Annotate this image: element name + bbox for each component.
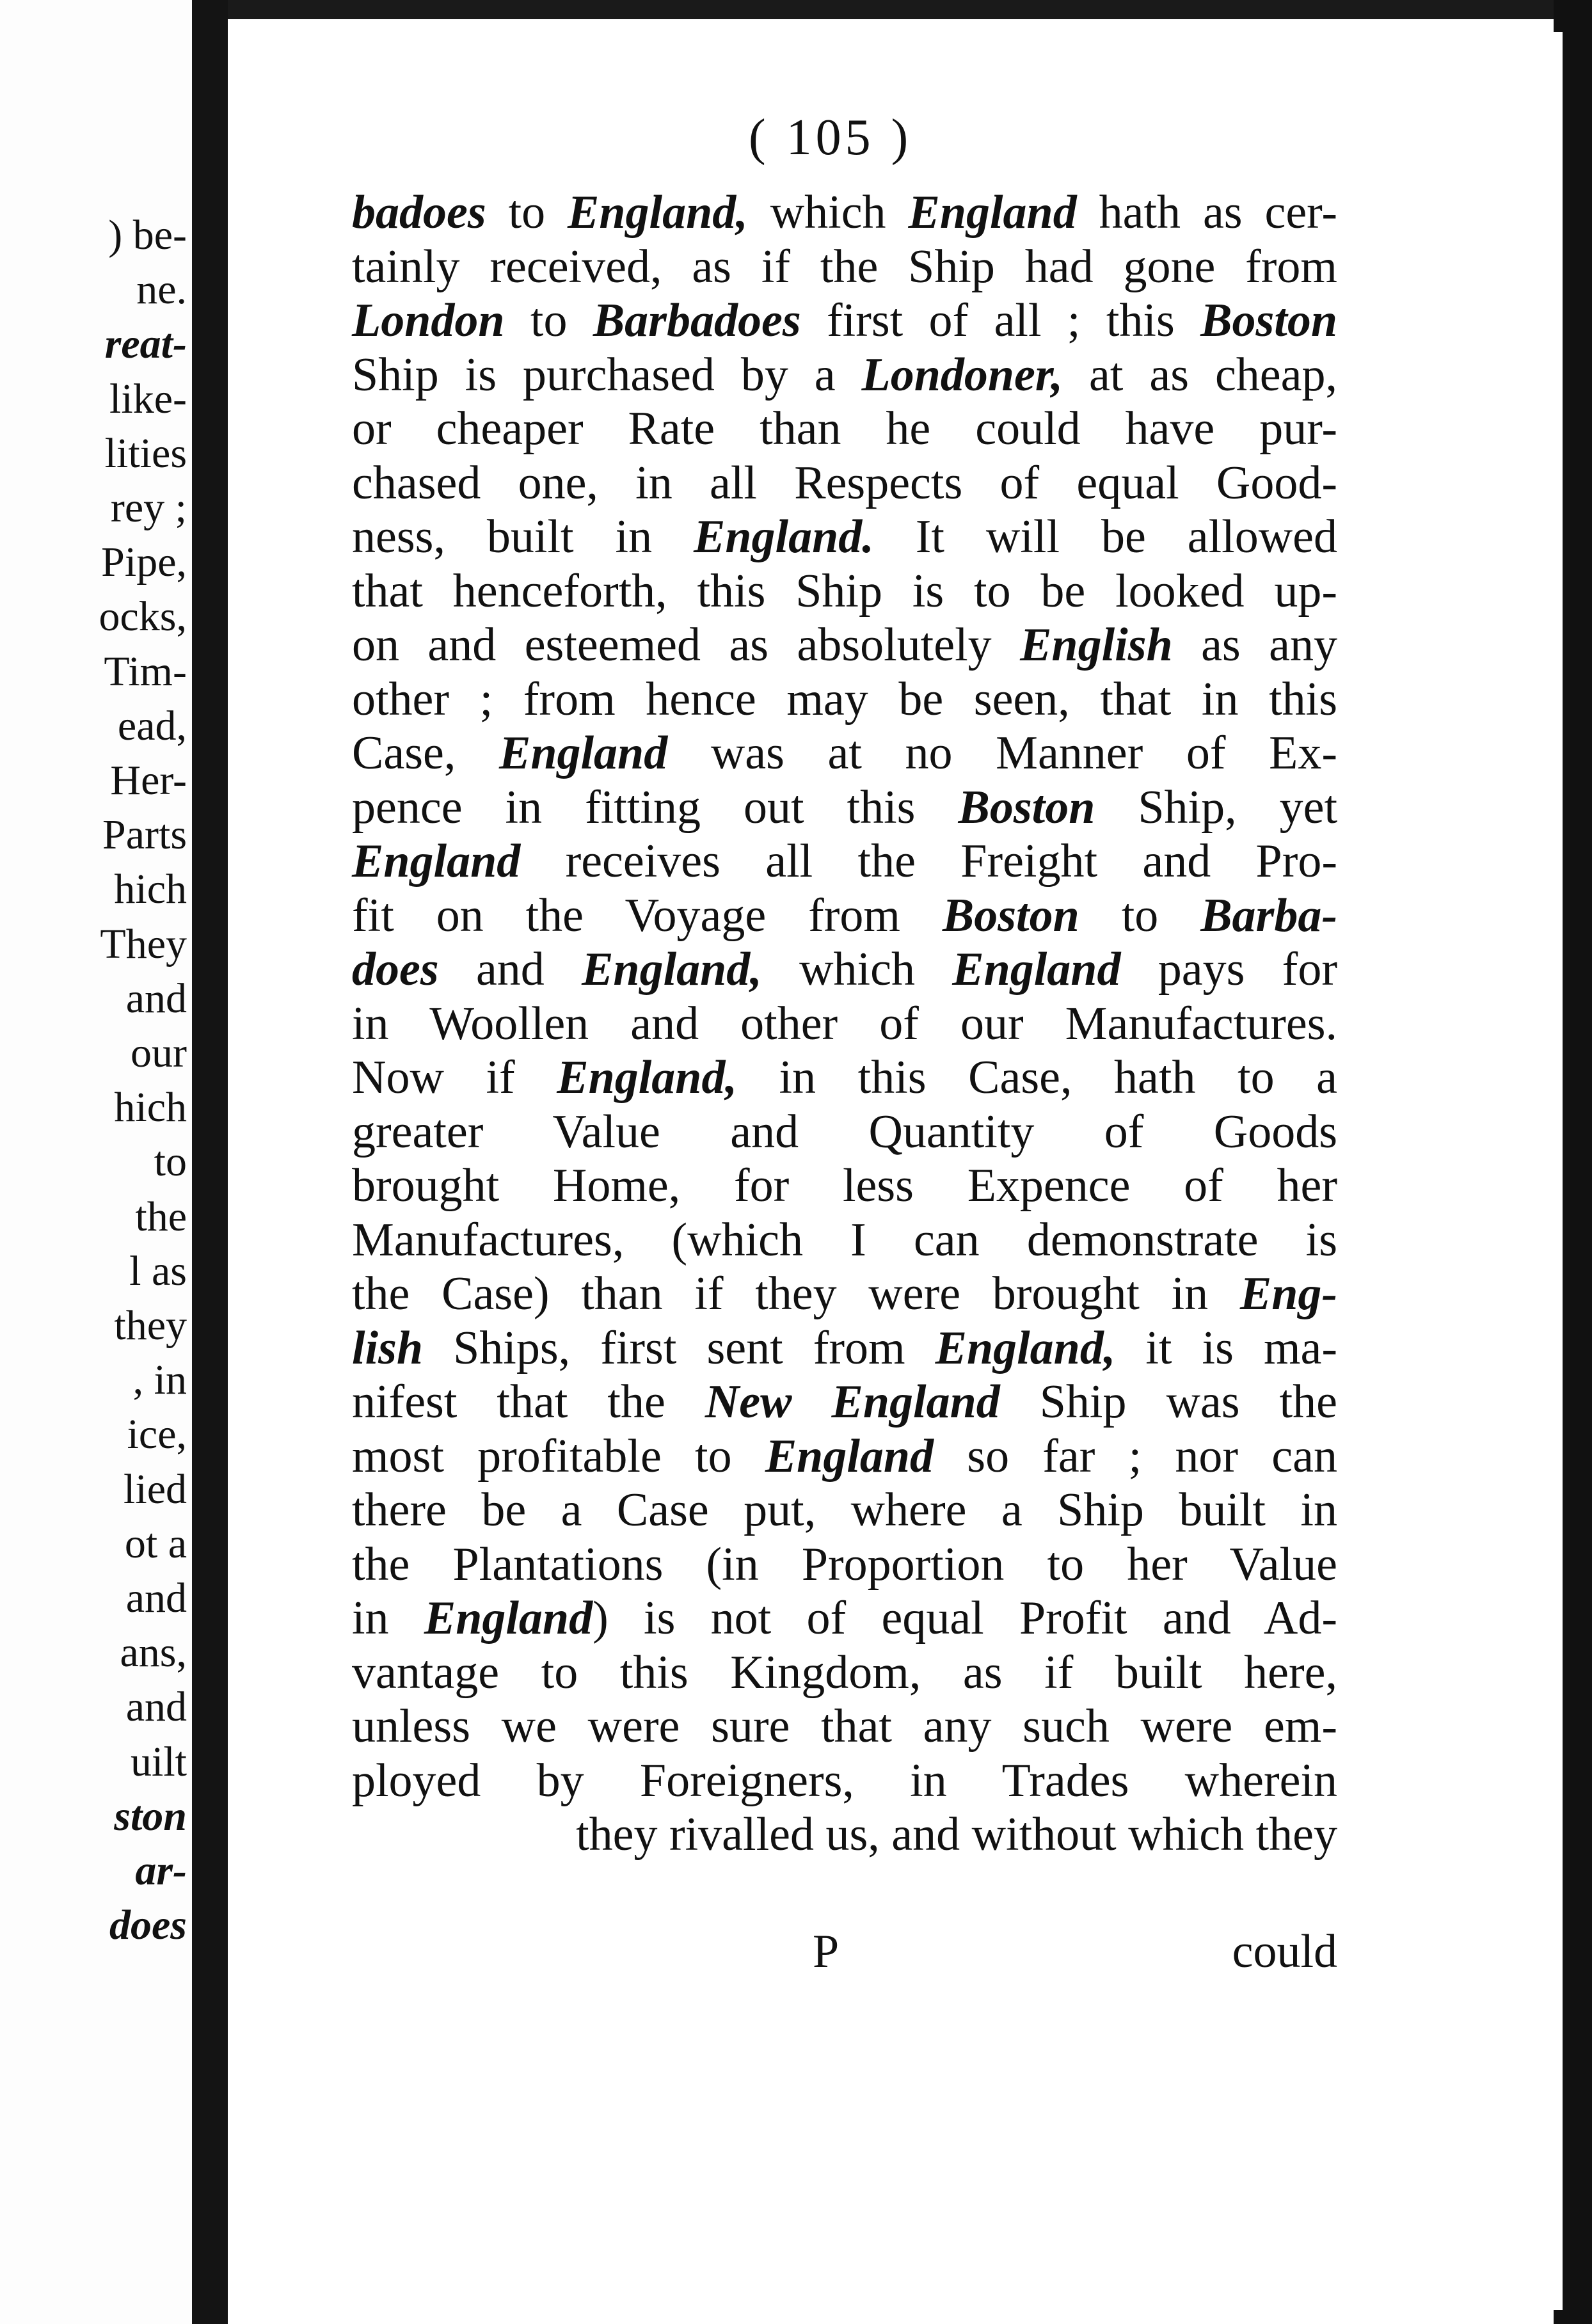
italic-word: England [765,1429,934,1483]
facing-page-line: like- [109,375,187,422]
text-line [352,1483,1337,1538]
text-run: at as cheap, [1063,348,1337,401]
facing-page-line: and [125,1575,187,1621]
text-line [352,1159,1337,1213]
italic-word: does [352,943,439,996]
text-run: other ; from hence may be seen, that in this [352,673,1337,726]
text-line [352,402,1337,456]
text-run: which [747,186,909,239]
text-run: chased one, in all Respects of equal Good- [352,456,1337,509]
italic-word: Barbadoes [593,294,801,347]
facing-page-line: Her- [110,757,187,804]
text-run: the Plantations (in Proportion to her Value [352,1538,1337,1591]
text-run: which [761,943,953,996]
text-run: and [438,943,582,996]
page-number: ( 105 ) [749,109,912,166]
italic-word: Barba- [1200,889,1338,942]
text-line [352,186,1337,240]
text-run: fit on the Voyage from [352,889,943,942]
text-line [352,726,1337,781]
facing-page-line: ston [114,1792,187,1840]
text-line [352,943,1337,997]
facing-page-line: hich [114,1084,187,1131]
text-run: ployed by Foreigners, in Trades wherein [352,1754,1337,1807]
text-line [352,673,1337,727]
text-run: the Case) than if they were brought in [352,1268,1240,1320]
italic-word: lish [352,1321,424,1374]
italic-word: Londoner, [861,348,1063,401]
text-line [352,510,1337,564]
italic-word: badoes [352,186,486,239]
text-run: there be a Case put, where a Ship built in [352,1484,1337,1536]
facing-page-line: uilt [130,1738,187,1785]
text-line [352,294,1337,348]
facing-page-line: ead, [117,702,187,749]
italic-word: England [952,943,1121,996]
text-run: to [1079,889,1201,942]
text-run: so far ; nor can [934,1429,1337,1483]
text-run: as any [1172,619,1337,671]
facing-page-line: rey ; [110,484,187,531]
text-line [352,1105,1337,1159]
text-run: It will be allowed [873,511,1337,563]
italic-word: England, [557,1051,737,1104]
facing-page-line: reat- [104,321,187,368]
text-run: to [486,186,568,239]
text-line [352,1429,1337,1484]
facing-page-line: lied [123,1465,187,1513]
text-run: ness, built in [352,511,694,563]
facing-page-line: lities [104,429,187,477]
page-top-edge [228,0,1592,19]
text-run: in Woollen and other of our Manufactures. [352,997,1337,1050]
italic-word: England, [568,186,748,239]
signature-mark: P [813,1925,840,1978]
text-run: Ship is purchased by a [352,348,862,401]
facing-page-line: to [154,1138,187,1186]
facing-page-line: Tim- [104,648,187,695]
facing-page-line: Pipe, [101,539,187,586]
facing-page-line: the [135,1193,187,1240]
facing-page-line: and [125,975,187,1022]
facing-page-line: ocks, [99,593,187,641]
text-run: nifest that the [352,1376,705,1428]
facing-page-line: ) be- [108,212,187,259]
page-footer [352,1925,1337,1982]
text-line [352,1699,1337,1754]
text-line [352,1591,1337,1646]
italic-word: New England [704,1376,1000,1428]
italic-word: England, [935,1321,1116,1374]
page-right-edge [1554,0,1592,2324]
text-line [352,1267,1337,1321]
page-body-text [352,186,1337,1862]
facing-page-line: and [125,1683,187,1731]
text-run: Ship, yet [1095,781,1338,834]
facing-page-line: Parts [102,811,187,859]
text-line [352,781,1337,835]
facing-page-line: , in [132,1357,187,1404]
text-run: to [504,294,593,347]
text-line [352,456,1337,511]
italic-word: English [1020,619,1173,671]
facing-page-fragment [0,0,192,2324]
text-run: Ships, first sent from [423,1321,935,1374]
text-run: Manufactures, (which I can demonstrate is [352,1213,1337,1266]
italic-word: England [424,1592,593,1644]
text-run: in [352,1592,424,1644]
facing-page-line: ot a [124,1520,187,1567]
facing-page-line: does [109,1902,187,1949]
text-run: most profitable to [352,1429,765,1483]
text-run: tainly received, as if the Ship had gone from [352,240,1337,293]
text-line [352,997,1337,1051]
italic-word: Eng- [1239,1268,1337,1320]
text-run: pence in fitting out this [352,781,959,834]
text-line [352,564,1337,619]
italic-word: England [908,186,1077,239]
text-run: first of all ; this [800,294,1201,347]
italic-word: Boston [958,781,1095,834]
text-run: Now if [352,1051,557,1104]
text-line [352,348,1337,402]
text-line [352,1754,1337,1808]
text-line [352,1321,1337,1376]
facing-page-line: ice, [127,1411,187,1458]
text-line [352,1213,1337,1268]
italic-word: London [352,294,505,347]
facing-page-line: they [114,1302,187,1349]
text-line [352,1646,1337,1700]
text-run: was at no Manner of Ex- [667,727,1337,779]
text-line [352,889,1337,943]
facing-page-line: hich [114,866,187,913]
italic-word: Boston [1200,294,1337,347]
italic-word: England. [694,511,874,563]
text-run: brought Home, for less Expence of her [352,1159,1337,1212]
italic-word: England [498,727,668,779]
text-run: on and esteemed as absolutely [352,619,1021,671]
text-run: that henceforth, this Ship is to be looked up- [352,564,1337,617]
facing-page-line: They [100,920,187,967]
text-run: hath as cer- [1076,186,1337,239]
text-run: ) is not of equal Profit and Ad- [593,1592,1337,1644]
text-run: in this Case, hath to a [736,1051,1337,1104]
text-run: or cheaper Rate than he could have pur- [352,402,1337,455]
text-line [352,1538,1337,1592]
italic-word: England [352,835,521,887]
facing-page-line: ar- [135,1847,187,1894]
facing-page-line: ne. [136,266,187,314]
text-run: it is ma- [1115,1321,1337,1374]
text-run: Ship was the [999,1376,1337,1428]
facing-page-line: ans, [120,1629,187,1676]
facing-page-line: our [131,1030,187,1076]
text-run: greater Value and Quantity of Goods [352,1105,1337,1158]
text-run: pays for [1120,943,1337,996]
text-line [352,618,1337,673]
text-run: unless we were sure that any such were em- [352,1700,1337,1753]
text-line [352,1808,1337,1862]
text-run: Case, [352,727,499,779]
text-run: receives all the Freight and Pro- [520,835,1337,887]
italic-word: Boston [942,889,1079,942]
text-line [352,240,1337,294]
italic-word: England, [582,943,762,996]
text-line [352,1051,1337,1105]
facing-page-line: l as [129,1247,187,1294]
book-gutter [192,0,228,2324]
text-line [352,1375,1337,1429]
catchword: could [1232,1925,1337,1978]
text-run: they rivalled us, and without which they [576,1808,1337,1861]
text-line [352,834,1337,889]
text-run: vantage to this Kingdom, as if built here, [352,1646,1337,1699]
